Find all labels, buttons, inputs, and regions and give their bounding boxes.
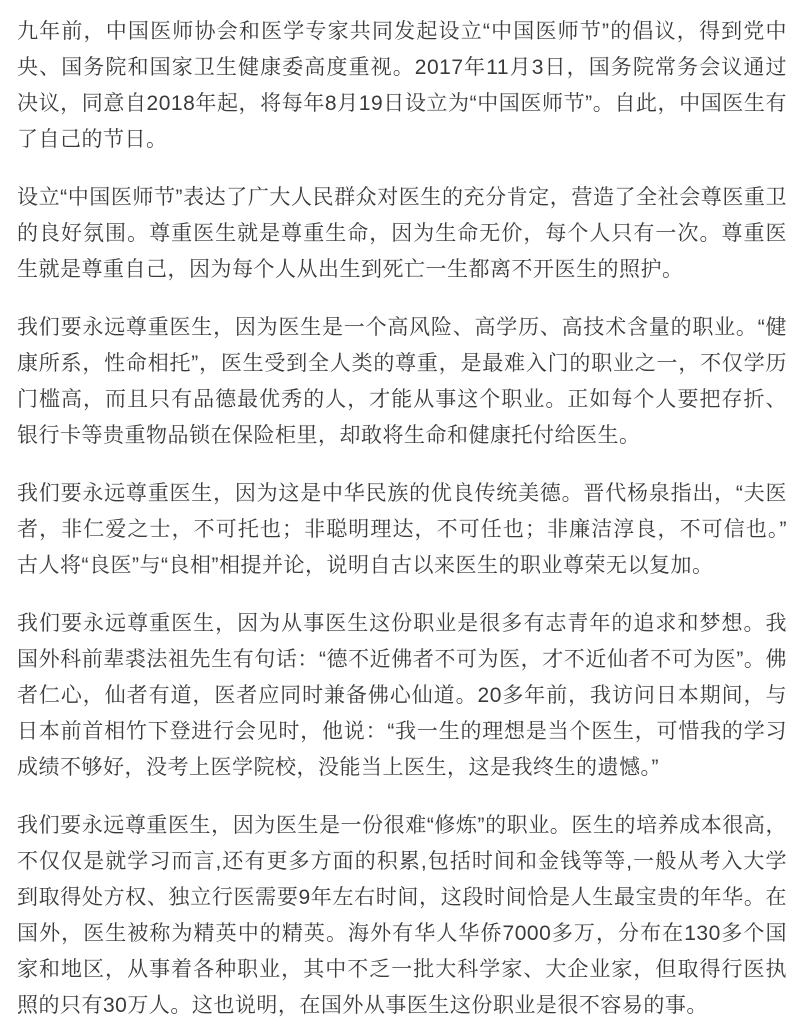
- article-paragraph: 我们要永远尊重医生，因为医生是一个高风险、高学历、高技术含量的职业。“健康所系，性命相托”，医生受到全人类的尊重，是最难入门的职业之一，不仅学历门槛高，而且只有品德最优秀的人，才能从事这个职业。正如每个人要把存折、银行卡等贵重物品锁在保险柜里，却敢将生命和健康托付给医生。: [17, 316, 787, 447]
- article-paragraph: 九年前，中国医师协会和医学专家共同发起设立“中国医师节”的倡议，得到党中央、国务院和国家卫生健康委高度重视。2017年11月3日，国务院常务会议通过决议，同意自2018年起，将每年8月19日设立为“中国医师节”。自此，中国医生有了自己的节日。: [17, 20, 787, 151]
- article-paragraph: 我们要永远尊重医生，因为医生是一份很难“修炼”的职业。医生的培养成本很高，不仅仅是就学习而言,还有更多方面的积累,包括时间和金钱等等,一般从考入大学到取得处方权、独立行医需要9年左右时间，这段时间恰是人生最宝贵的年华。在国外，医生被称为精英中的精英。海外有华人华侨7000多万，分布在130多个国家和地区，从事着各种职业，其中不乏一批大科学家、大企业家，但取得行医执照的只有30万人。这也说明，在国外从事医生这份职业是很不容易的事。: [17, 814, 787, 1017]
- article-paragraph: 我们要永远尊重医生，因为从事医生这份职业是很多有志青年的追求和梦想。我国外科前辈裘法祖先生有句话：“德不近佛者不可为医，才不近仙者不可为医”。佛者仁心，仙者有道，医者应同时兼备佛心仙道。20多年前，我访问日本期间，与日本前首相竹下登进行会见时，他说：“我一生的理想是当个医生，可惜我的学习成绩不够好，没考上医学院校，没能当上医生，这是我终生的遗憾。”: [17, 612, 787, 779]
- article-paragraph: 我们要永远尊重医生，因为这是中华民族的优良传统美德。晋代杨泉指出，“夫医者，非仁爱之士，不可托也；非聪明理达，不可任也；非廉洁淳良，不可信也。”古人将“良医”与“良相”相提并论，说明自古以来医生的职业尊荣无以复加。: [17, 482, 787, 577]
- article-paragraph: 设立“中国医师节”表达了广大人民群众对医生的充分肯定，营造了全社会尊医重卫的良好氛围。尊重医生就是尊重生命，因为生命无价，每个人只有一次。尊重医生就是尊重自己，因为每个人从出生到死亡一生都离不开医生的照护。: [17, 186, 787, 281]
